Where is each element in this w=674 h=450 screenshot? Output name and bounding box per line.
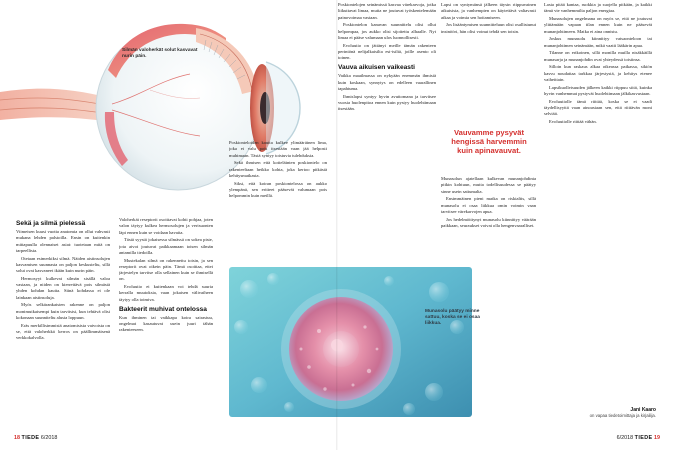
closing-paragraph: Evoluutiolle riittää vähän. [549,118,597,124]
issue-left: 6/2018 [40,435,58,441]
section-heading-backwards: Bakteerit muhivat ontelossa [119,305,207,313]
article-column-right-2 [441,2,536,126]
body-paragraph: Siksi, että koiran poskiontelossa on aukko ylempänä, sen eritteet pääsevät valumaan pois helpommin kuin meillä. [229,180,327,198]
author-name: Jani Kaaro [630,407,656,413]
body-paragraph: Evoluutio ei kuitenkaan voi tehdä suuria kerralla muutoksia, vaan jokaisen välivaiheen täytyy olla toimiva. [119,284,213,302]
folio-left [14,435,57,442]
body-paragraph: Vaikka maailmassa on nykyään enemmän ihmisiä kuin koskaan, synnytys on edelleen vaarallinen tapahtuma. [338,73,436,91]
body-paragraph: Poskiontelon kanavan suunnittelu olisi ollut helpompaa, jos aukko olisi sijoitettu alhaalle. Nyt limaa ei pääse valumaan ulos luonnollisesti. [338,22,436,40]
body-paragraph: Jos hedelmöittynyt munasolu kiinnittyy väärään paikkaan, seuraukset voivat olla hengenvaaralliset. [441,216,536,228]
body-paragraph: Poskiontelojen seinämissä kasvaa värekarvoja, jotka liikuttavat limaa, mutta ne joutuvat työskentelemään painovoimaa vastaan. [338,2,436,20]
body-paragraph: Mustekalan silmä on rakennettu toisin, ja sen reseptorit ovat oikein päin. Tämä osoittaa, ettei järjestelyn tarvitse olla sellainen kuin se ihmisellä on. [119,257,213,282]
egg-cell-image [229,267,472,417]
intro-paragraph: Viimeisen kuusi vuotta anatomia on ollut vahvasti mukana lehden palstoilla. Ensin on kuitenkin mittapuulla olennaiset asiat: tuotetaan mitä on tarpeellista. [16,229,110,253]
author-note: on vapaa tiedetoimittaja ja kirjailija. [589,413,656,419]
body-paragraph: Kun ihminen tai vaikkapa koira sairastuu, ongelmat kasautuvat usein juuri tähän rakenteeseen. [119,314,213,333]
page-number-left: 18 [14,435,20,441]
egg-cell-illustration [229,267,472,417]
body-paragraph: Munasolujen ongelmana on myös se, että ne joutuvat ylittämään vapaan tilan ennen kuin ne pääsevät munanjohtimeen. Matka ei aina onnistu. [544,16,652,34]
magazine-name-right: TIEDE [634,435,653,441]
body-paragraph: Lapsi on syntymänsä jälkeen täysin riippuvainen aikuisista, ja vanhempien on käytettävä valtavasti aikaa ja voimia sen hoitamiseen. [441,2,536,20]
body-paragraph: Lapsikuolleisuuden jälkeen kaikki riippuu siitä, kuinka hyvin vanhemmat pystyvät huolehtimaan jälkikasvustaan. [544,84,652,96]
magazine-name-left: TIEDE [21,435,40,441]
body-paragraph: Ensimmäinen pieni matka on riskialtis, sillä munasolu ei osaa liikkua omin voimin vaan tarvitsee värekarvojen apua. [441,196,536,214]
body-paragraph: Valoherkät reseptorit osoittavat kohti pohjaa, joten valon täytyy kulkea hermosolujen ja verisuonten läpi ennen kuin se voidaan havaita. [119,217,213,235]
body-paragraph: Munasolun ajatellaan kulkevan munanjohdinta pitkin kohtuun, mutta todellisuudessa se päätyy sinne usein sattumalta. [441,176,536,194]
eye-figure-caption: Silmän valoherkät solut kasvavat nurin päin. [122,48,198,59]
article-column-left-1 [16,217,110,430]
egg-figure-caption: Munasolu päätyy minne sattuu, koska se ei osaa liikkua. [425,309,480,326]
body-paragraph: Silloin kun raskaus alkaa oikeassa paikassa, sikiön kasvu noudattaa tarkkaa järjestystä, ja kehitys etenee vaiheittain. [544,64,652,82]
body-paragraph: Jos lisääntymisen suunnitteluun olisi osallistunut insinööri, hän olisi voinut tehdä sen toisin. [441,22,536,34]
body-paragraph: Tilanne on erikoinen, sillä monilla muilla nisäkkäillä munasarja ja munanjohdin ovat yhteydessä toisiinsa. [544,50,652,62]
author-byline [560,407,656,419]
article-column-right-2-lower [441,176,536,264]
body-paragraph: Poskionteloiden kautta kulkee ylimääräinen lima, joka ei valu pois itsestään vaan jää helposti muhimaan. Tästä syntyy toistuvia tulehduksia. [229,140,327,158]
body-paragraph: Evoluutio on jättänyt meille tämän rakenteen perintönä nelijalkaisilta esi-isiltä, joille asento oli toinen. [338,42,436,60]
body-paragraph: Otetaan esimerkiksi silmä. Näiden aistinsolujen kasvamisen suunnasta on paljon keskusteltu, sillä solut ovat kasvaneet ikään kuin nurin päin. [16,255,110,273]
body-paragraph: Myös selkärankaisten rakenne on paljon monimutkaisempi kuin tarvitsisi, kun tehtävä olisi kokonaan suunniteltu alusta loppuun. [16,302,110,320]
article-column-right-1 [338,2,436,264]
section-heading-eye: Sekä ja silmä pielessä [16,220,86,227]
body-paragraph: Hermosyyt kulkevat silmän sisällä valoa vastaan, ja niiden on kierrettävä pois silmästä yhden kohdan kautta. Siinä kohdassa ei ole lainkaan aistinsoluja. [16,275,110,300]
pull-quote: Vauvamme pysyvät hengissä harvemmin kuin apinavauvat. [451,128,527,155]
article-column-right-3 [544,2,652,407]
body-paragraph: Lasta pitää kantaa, ruokkia ja suojella pitkään, ja kaikki tämä vie vanhemmilta paljon energiaa. [544,2,652,14]
body-paragraph: Eräs merkillisimmistä anatomisista vaivoista on se, että valoherkkä kerros on päällimmäisenä verkkokalvolla. [16,322,110,340]
body-paragraph: Sekä ihmisen että kotieläinten poskiontelo on rakenteeltaan heikko kohta, joka kertoo pitkästä kehitysmatkasta. [229,160,327,178]
body-paragraph: Evoluutiolle tämä riittää, koska se ei vaadi täydellisyyttä vaan ainoastaan sen, että riittävän moni selviää. [544,98,652,116]
optic-nerve [0,89,112,122]
article-column-left-3 [229,140,327,263]
section-heading-baby: Vauva aikuisen vaikeasti [338,64,415,72]
article-column-left-2 [119,217,213,430]
body-paragraph: Joskus munasolu kiinnittyy vatsaonteloon tai munanjohtimen seinämään, mikä vaatii lääkärin apua. [544,36,652,48]
folio-right [617,435,660,442]
body-paragraph: Tästä syystä jokaisessa silmässä on sokea piste, jota aivot joutuvat paikkaamaan toisen silmän antamilla tiedoilla. [119,237,213,255]
page-number-right: 19 [654,435,660,441]
issue-right: 6/2018 [616,435,634,441]
body-paragraph: Ihmislapsi syntyy hyvin avuttomana ja tarvitsee vuosia huolenpitoa ennen kuin pystyy huolehtimaan itsestään. [338,93,436,111]
